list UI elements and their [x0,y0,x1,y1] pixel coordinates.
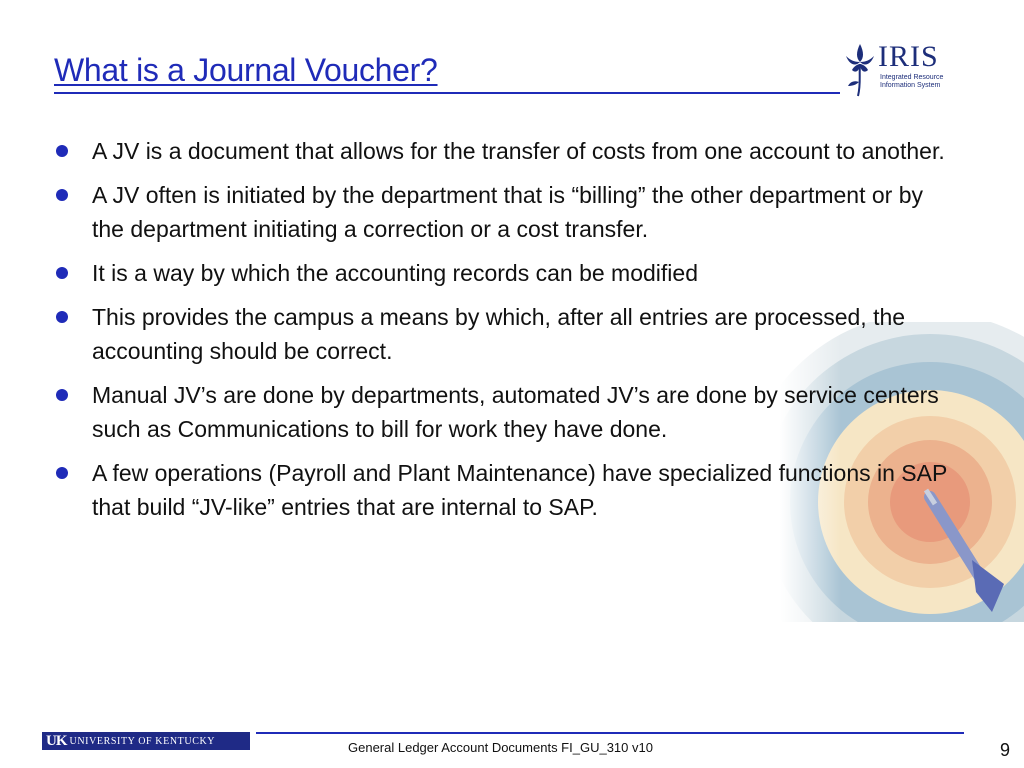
bullet-dot-icon [56,467,68,479]
bullet-text: This provides the campus a means by which, after all entries are processed, the accounting should be correct. [92,304,906,364]
bullet-text: A JV often is initiated by the department that is “billing” the other department or by the department initiating a correction or a cost transfer. [92,182,924,242]
footer-document-label: General Ledger Account Documents FI_GU_310 v10 [348,740,653,755]
iris-subtitle-line1: Integrated Resource [880,74,944,81]
bullet-text: A few operations (Payroll and Plant Maintenance) have specialized functions in SAP that build “JV-like” entries that are internal to SAP. [92,460,947,520]
uk-mark: UK [46,732,67,749]
university-of-kentucky-logo [42,732,250,750]
bullet-item [56,178,956,246]
iris-subtitle-line2: Information System [880,82,941,89]
bullet-dot-icon [56,145,68,157]
bullet-item [56,134,956,168]
bullet-list [56,134,956,534]
bullet-text: A JV is a document that allows for the transfer of costs from one account to another. [92,138,945,164]
iris-logo [842,38,946,100]
bullet-dot-icon [56,189,68,201]
bullet-dot-icon [56,389,68,401]
bullet-dot-icon [56,267,68,279]
title-underline-rule [54,92,840,94]
bullet-item [56,378,956,446]
university-name: UNIVERSITY OF KENTUCKY [69,735,216,747]
bullet-item [56,456,956,524]
iris-subtitle [880,74,950,90]
bullet-text: It is a way by which the accounting records can be modified [92,260,698,286]
page-number: 9 [1000,740,1011,760]
footer-rule [256,732,964,734]
bullet-text: Manual JV’s are done by departments, automated JV’s are done by service centers such as Communications to bill for work they have done. [92,382,939,442]
iris-flower-icon [842,42,878,98]
bullet-item [56,256,956,290]
iris-wordmark: IRIS [878,40,939,73]
bullet-dot-icon [56,311,68,323]
slide-title: What is a Journal Voucher? [54,52,438,88]
bullet-item [56,300,956,368]
